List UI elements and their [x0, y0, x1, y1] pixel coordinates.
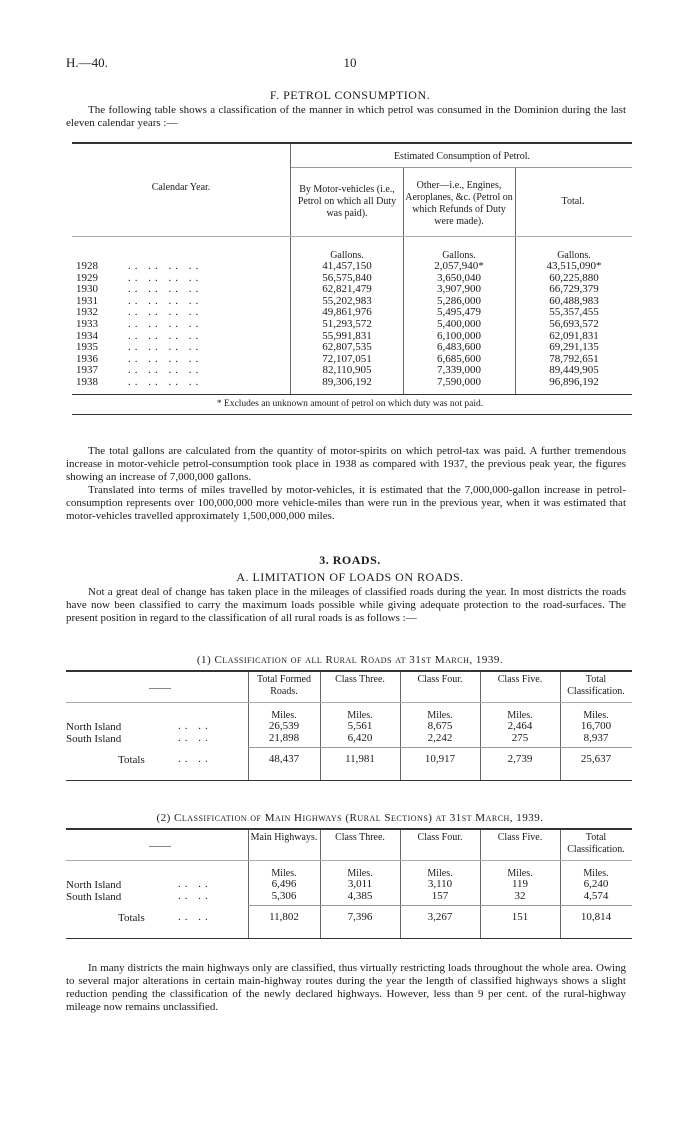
petrol-total-cell: 66,729,379 [549, 283, 599, 296]
table-column-header: Class Five. [497, 832, 543, 843]
table-unit-cell: Miles. [583, 868, 609, 879]
table-value-cell: 2,242 [427, 732, 453, 744]
table-totals-cell: 25,637 [580, 753, 612, 765]
petrol-year-cell: 1932 [76, 306, 98, 319]
petrol-motor-cell: 62,807,535 [322, 341, 372, 354]
table-value-cell: 8,675 [427, 720, 453, 732]
petrol-commentary [66, 445, 626, 523]
table-column-header: Total Formed Roads. [256, 674, 311, 697]
table-value-cell: 4,574 [583, 890, 609, 902]
petrol-other-cell: 6,483,600 [437, 341, 481, 354]
table-unit-cell: Miles. [427, 868, 453, 879]
petrol-intro-text: The following table shows a classification of the manner in which petrol was consumed in the Dominion during the last eleven calendar years :— [66, 104, 626, 129]
table-value-cell: 119 [511, 878, 529, 890]
petrol-table-bottom-rule [72, 394, 632, 395]
table-column-header: Class Three. [335, 832, 385, 843]
table-totals-cell: 10,917 [424, 753, 456, 765]
table-totals-cell: 2,739 [507, 753, 533, 765]
table-column-header: Class Three. [335, 674, 385, 685]
petrol-leader-dots: .. .. .. .. [128, 294, 203, 307]
table-totals-cell: 48,437 [268, 753, 300, 765]
petrol-table-top-rule [72, 142, 632, 144]
petrol-motor-cell: 82,110,905 [322, 364, 372, 377]
petrol-other-cell: 7,339,000 [437, 364, 481, 377]
petrol-other-cell: 2,057,940* [434, 260, 484, 272]
table-value-cell: 21,898 [268, 732, 300, 744]
petrol-col-total-header: Total. [561, 196, 585, 207]
table-totals-cell: 10,814 [580, 911, 612, 923]
petrol-motor-cell: 89,306,192 [322, 376, 372, 388]
petrol-other-cell: 3,650,040 [437, 271, 481, 284]
petrol-leader-dots: .. .. .. .. [128, 329, 203, 342]
petrol-other-cell: 7,590,000 [437, 376, 481, 388]
petrol-col-other-header: Other—i.e., Engines, Aeroplanes, &c. (Petrol on which Refunds of Duty were made). [405, 180, 513, 227]
table-top-rule [66, 670, 632, 672]
table-totals-rule [248, 905, 632, 906]
table-totals-cell: 7,396 [347, 911, 373, 923]
table-leader-dots: .. .. [178, 878, 212, 890]
petrol-header-rule [72, 236, 632, 237]
petrol-motor-cell: 62,821,479 [322, 283, 372, 296]
table-leader-dots: .. .. [178, 720, 212, 732]
roads-closing [66, 962, 626, 1014]
table-header-rule [66, 860, 632, 861]
petrol-leader-dots: .. .. .. .. [128, 352, 203, 365]
petrol-other-cell: 6,685,600 [437, 352, 481, 365]
petrol-col-motor-header: By Motor-vehicles (i.e., Petrol on which all Duty was paid). [297, 184, 397, 219]
table-totals-cell: 151 [511, 911, 529, 923]
petrol-leader-dots: .. .. .. .. [128, 364, 203, 377]
petrol-section-title: F. PETROL CONSUMPTION. [269, 88, 431, 102]
table1-caption: (1) Classification of all Rural Roads at 31st March, 1939. [196, 654, 504, 666]
petrol-total-cell: 55,357,455 [549, 306, 599, 319]
petrol-col-group-header: Estimated Consumption of Petrol. [393, 151, 531, 162]
petrol-para-2: Translated into terms of miles travelled by motor-vehicles, it is estimated that the 7,000,000-gallon increase in petrol-consumption represents over 100,000,000 more vehicle-miles than were run in the previous year, when it was estimated that motor-vehicles travelled approximately 1,500,000,000 miles. [66, 484, 626, 522]
table-value-cell: 6,496 [271, 878, 297, 890]
roads-intro [66, 586, 626, 625]
table-column-header: Class Five. [497, 674, 543, 685]
petrol-total-cell: 96,896,192 [549, 376, 599, 388]
table-header-rule [66, 702, 632, 703]
table-column-header: Total Classification. [567, 832, 625, 855]
petrol-total-cell: 43,515,090* [546, 260, 602, 272]
petrol-year-cell: 1935 [76, 341, 98, 354]
petrol-leader-dots: .. .. .. .. [128, 341, 203, 354]
petrol-year-cell: 1931 [76, 294, 98, 307]
table-totals-cell: 3,267 [427, 911, 453, 923]
table-totals-label: Totals [118, 912, 145, 924]
petrol-other-cell: 5,286,000 [437, 294, 481, 307]
roads-intro-text: Not a great deal of change has taken place in the mileages of classified roads during the year. In most districts the roads have now been classified to carry the maximum loads possible while giving adequate protection to the road-surfaces. The present position in regard to the classification of all rural roads is as follows :— [66, 586, 626, 624]
table2-caption: (2) Classification of Main Highways (Rural Sections) at 31st March, 1939. [156, 812, 544, 824]
table-value-cell: 6,420 [347, 732, 373, 744]
table-unit-cell: Miles. [507, 710, 533, 721]
petrol-leader-dots: .. .. .. .. [128, 306, 203, 319]
table-value-cell: 157 [431, 890, 449, 902]
table-row-label: South Island [66, 733, 122, 745]
table-unit-cell: Miles. [347, 868, 373, 879]
petrol-total-cell: 62,091,831 [549, 329, 599, 342]
table-value-cell: 16,700 [580, 720, 612, 732]
table-top-rule [66, 828, 632, 830]
table-row-label: South Island [66, 891, 122, 903]
petrol-intro [66, 104, 626, 130]
petrol-unit-total: Gallons. [557, 250, 591, 261]
petrol-motor-cell: 55,202,983 [322, 294, 372, 307]
petrol-leader-dots: .. .. .. .. [128, 260, 203, 272]
table-column-header: Total Classification. [567, 674, 625, 697]
page-number: 10 [343, 55, 357, 70]
table-value-cell: 32 [514, 890, 526, 902]
petrol-other-cell: 3,907,900 [437, 283, 481, 296]
table-value-cell: 4,385 [347, 890, 373, 902]
table-value-cell: 2,464 [507, 720, 533, 732]
table-stub-header: —— [149, 682, 171, 694]
table-row-label: North Island [66, 721, 122, 733]
petrol-year-cell: 1938 [76, 376, 98, 388]
petrol-para-1: The total gallons are calculated from the quantity of motor-spirits on which petrol-tax was paid. A further tremendous increase in motor-vehicle petrol-consumption took place in 1938 as compared with 1937, the previous peak year, the figures showing an increase of 7,000,000 gallons. [66, 445, 626, 483]
table-column-header: Main Highways. [250, 832, 318, 843]
table-totals-cell: 11,802 [269, 911, 299, 923]
table-unit-cell: Miles. [583, 710, 609, 721]
roads-section-title: 3. ROADS. [319, 553, 381, 567]
petrol-group-rule [291, 167, 632, 168]
petrol-footnote: * Excludes an unknown amount of petrol on which duty was not paid. [216, 399, 484, 409]
petrol-other-cell: 6,100,000 [437, 329, 481, 342]
petrol-year-cell: 1928 [76, 260, 98, 272]
petrol-leader-dots: .. .. .. .. [128, 318, 203, 330]
table-stub-header: —— [149, 840, 171, 852]
table-value-cell: 3,011 [347, 878, 373, 890]
petrol-leader-dots: .. .. .. .. [128, 376, 203, 388]
table-column-header: Class Four. [417, 674, 463, 685]
table-totals-label: Totals [118, 754, 145, 766]
petrol-total-cell: 89,449,905 [549, 364, 599, 377]
petrol-col-year-header: Calendar Year. [151, 182, 211, 193]
roads-closing-text: In many districts the main highways only are classified, thus virtually restricting loads throughout the whole area. Owing to several major alterations in certain main-highway routes during the year the length of classified highways shows a slight reduction pending the classification of the newly declared highways. However, less than 9 per cent. of the rural-highway mileage now remains unclassified. [66, 962, 626, 1013]
petrol-year-cell: 1937 [76, 364, 98, 377]
petrol-motor-cell: 55,991,831 [322, 329, 372, 342]
table-leader-dots: .. .. [178, 911, 212, 923]
table-leader-dots: .. .. [178, 890, 212, 902]
table-value-cell: 5,561 [347, 720, 373, 732]
roads-subtitle: A. LIMITATION OF LOADS ON ROADS. [236, 570, 464, 584]
table-value-cell: 26,539 [268, 720, 300, 732]
table-value-cell: 6,240 [583, 878, 609, 890]
table-unit-cell: Miles. [347, 710, 373, 721]
petrol-table-divider [290, 144, 291, 394]
table-value-cell: 5,306 [271, 890, 297, 902]
petrol-total-cell: 56,693,572 [549, 318, 599, 330]
petrol-other-cell: 5,400,000 [437, 318, 481, 330]
petrol-total-cell: 78,792,651 [549, 352, 599, 365]
petrol-total-cell: 69,291,135 [549, 341, 599, 354]
petrol-year-cell: 1936 [76, 352, 98, 365]
table-unit-cell: Miles. [271, 710, 297, 721]
petrol-other-cell: 5,495,479 [437, 306, 481, 319]
petrol-motor-cell: 72,107,051 [322, 352, 372, 365]
report-reference: H.—40. [66, 55, 108, 70]
table-leader-dots: .. .. [178, 732, 212, 744]
petrol-leader-dots: .. .. .. .. [128, 271, 203, 284]
table-totals-rule [248, 747, 632, 748]
table-bottom-rule [66, 938, 632, 939]
petrol-year-cell: 1934 [76, 329, 98, 342]
petrol-footnote-rule [72, 414, 632, 415]
petrol-total-cell: 60,225,880 [549, 271, 599, 284]
petrol-year-cell: 1930 [76, 283, 98, 296]
table-bottom-rule [66, 780, 632, 781]
petrol-leader-dots: .. .. .. .. [128, 283, 203, 296]
table-row-label: North Island [66, 879, 122, 891]
table-value-cell: 3,110 [427, 878, 453, 890]
petrol-motor-cell: 56,575,840 [322, 271, 372, 284]
table-totals-cell: 11,981 [345, 753, 375, 765]
petrol-motor-cell: 41,457,150 [322, 260, 372, 272]
table-value-cell: 8,937 [583, 732, 609, 744]
petrol-unit-other: Gallons. [442, 250, 476, 261]
petrol-total-cell: 60,488,983 [549, 294, 599, 307]
table-leader-dots: .. .. [178, 753, 212, 765]
table-unit-cell: Miles. [427, 710, 453, 721]
petrol-year-cell: 1933 [76, 318, 98, 330]
petrol-motor-cell: 49,861,976 [322, 306, 372, 319]
petrol-unit-motor: Gallons. [330, 250, 364, 261]
table-column-header: Class Four. [417, 832, 463, 843]
petrol-year-cell: 1929 [76, 271, 98, 284]
table-unit-cell: Miles. [507, 868, 533, 879]
table-value-cell: 275 [511, 732, 529, 744]
petrol-motor-cell: 51,293,572 [322, 318, 372, 330]
table-unit-cell: Miles. [271, 868, 297, 879]
